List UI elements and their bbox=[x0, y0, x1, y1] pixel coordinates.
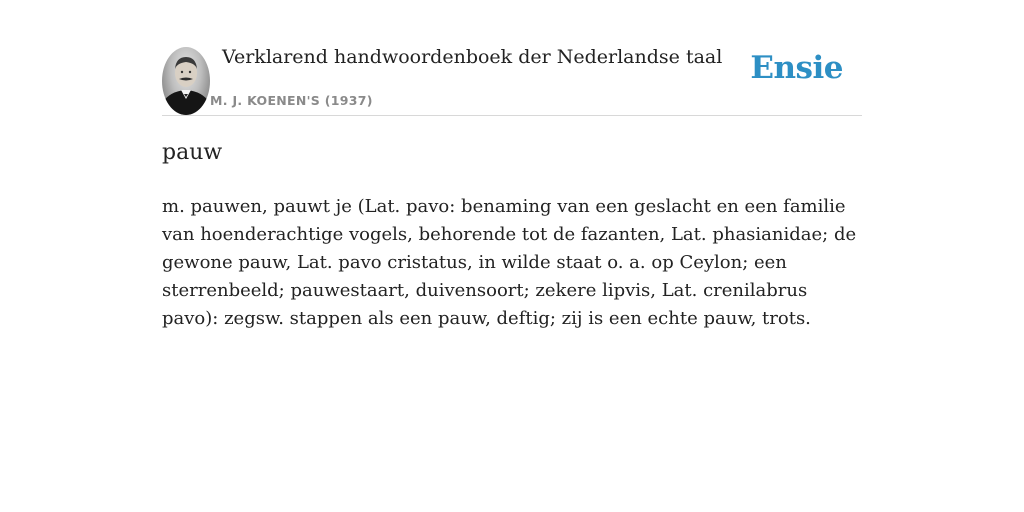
dictionary-header bbox=[162, 40, 862, 116]
author-portrait-icon bbox=[162, 47, 210, 115]
entry-headword: pauw bbox=[162, 140, 223, 165]
book-author: M. J. KOENEN'S (1937) bbox=[210, 93, 373, 108]
book-title: Verklarend handwoordenboek der Nederlandse taal bbox=[222, 46, 723, 68]
ensie-logo-link[interactable]: Ensie bbox=[750, 50, 843, 86]
entry-definition: m. pauwen, pauwt je (Lat. pavo: benaming van een geslacht en een familie van hoenderachtige vogels, behorende tot de fazanten, Lat. phasianidae; de gewone pauw, Lat. pavo cristatus, in wilde staat o. a. op Ceylon; een sterrenbeeld; pauwestaart, duivensoort; zekere lipvis, Lat. crenilabrus pavo): zegsw. stappen als een pauw, deftig; zij is een echte pauw, trots. bbox=[162, 196, 857, 329]
